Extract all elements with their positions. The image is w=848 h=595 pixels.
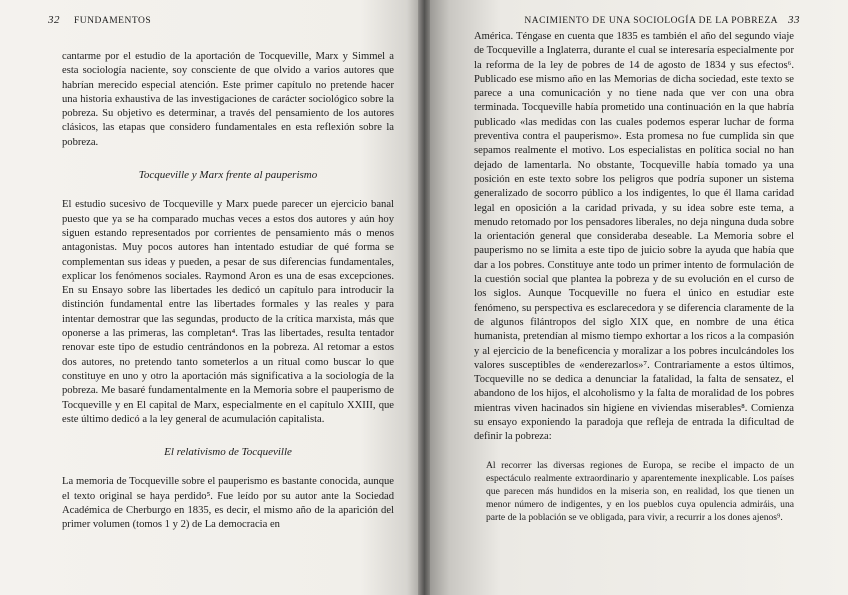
intro-paragraph: cantarme por el estudio de la aportación de Tocqueville, Marx y Simmel a esta sociología naciente, soy consciente de que olvido a varios autores que habrían merecido especial atención. Este primer capítulo no pretende hacer una historia exhaustiva de las investigaciones de carácter sociológico sobre la pobreza. Su objetivo es determinar, a través del pensamiento de los autores clásicos, las etapas que considero fundamentales en esta reflexión sobre la pobreza. (62, 51, 394, 148)
left-page-number: 32 (48, 14, 60, 26)
section-heading-relativismo: El relativismo de Tocqueville (164, 446, 292, 459)
right-main-paragraph: América. Téngase en cuenta que 1835 es también el año del segundo viaje de Tocqueville a Inglaterra, durante el cual se interesaría especialmente por la reforma de la ley de pobres de 14 de agosto de 1834 y sus efectos⁶. Publicado ese mismo año en las Memorias de dicha sociedad, este texto se parece a una comunicación y no tiene nada que ver con una obra terminada. Tocqueville había prometido una continuación en la que habría publicado «las medidas con las cuales podemos esperar luchar de forma preventiva contra el pauperismo». Esta promesa no fue cumplida sin que sepamos realmente el motivo. Los especialistas en política social no han dejado de lamentarla. No obstante, Tocqueville había tomado ya una posición en este texto sobre los peligros que podría suponer un sistema generalizado de socorro público a los indigentes, lo que él llama caridad legal en oposición a la caridad privada, y su idea sobre este tema, a menudo retomado por los pensadores liberales, no deja ninguna duda sobre la orientación general que consideraba deseable. La Memoria sobre el pauperismo no se limita a este tipo de juicio sobre la ayuda que había que dar a los pobres. Constituye ante todo un primer intento de formulación de la cuestión social que plantea la pobreza y de su evolución en el curso de los siglos. Aunque Tocqueville no fuera el único en estudiar este fenómeno, su perspectiva es esclarecedora y se diferencia claramente de la de algunos filántropos del siglo XIX que, en nombre de una ética humanista, pretendían al mismo tiempo exhortar a los ricos a la compasión y al ejercicio de la beneficencia y moralizar a los pobres inculcándoles los valores susceptibles de «enderezarlos»⁷. Contrariamente a estos últimos, Tocqueville no se dedica a denunciar la fatalidad, la falta de sensatez, el abandono de los hijos, el alcoholismo y la falta de moralidad de los pobres mientras viven hacinados sin higiene en viviendas miserables⁸. Comienza su ensayo exponiendo la paradoja que refleja de entrada la dificultad de definir la pobreza: (474, 31, 794, 443)
section2-paragraph: La memoria de Tocqueville sobre el pauperismo es bastante conocida, aunque el texto original se haya perdido⁵. Fue leído por su autor ante la Sociedad Académica de Cherburgo en 1835, es decir, el mismo año de la aparición del primer volumen (tomos 1 y 2) de La democracia en (62, 476, 394, 531)
right-running-head (524, 14, 800, 26)
right-page-number: 33 (788, 14, 800, 26)
block-quote: Al recorrer las diversas regiones de Europa, se recibe el impacto de un espectáculo realmente extraordinario y aparentemente inexplicable. Los países que parecen más hundidos en la miseria son, en realidad, los que tienen un menor número de indigentes, y en los pueblos cuya opulencia admiráis, una parte de la población se ve obligada, para vivir, a recurrir a los dones ajenos⁹. (486, 459, 794, 523)
right-page-text (474, 30, 794, 524)
left-running-head (48, 14, 151, 26)
section-heading-tocqueville-marx: Tocqueville y Marx frente al pauperismo (138, 169, 318, 182)
section1-paragraph: El estudio sucesivo de Tocqueville y Marx puede parecer un ejercicio banal puesto que ya se ha comparado muchas veces a estos dos autores y aún hoy siguen estando representados por corrientes de pensamiento más o menos antagonistas. Muy pocos autores han intentado estudiar de qué forma se complementan sus ideas y pueden, a pesar de sus diferencias fundamentales, explicar los fenómenos sociales. Raymond Aron es una de esas excepciones. En su Ensayo sobre las libertades les dedicó un capítulo para introducir la distinción fundamental entre las libertades formales y las reales y para intentar demostrar que las segundas, producto de la crítica marxista, más que oponerse a las primeras, las completan⁴. Tras las libertades, resulta tentador renovar este tipo de estudio centrándonos en la pobreza. Al retomar a estos dos autores, no pretendo tanto someterlos a un ritual como buscar lo que constituye en uno y otro la aportación más significativa a la sociología de la pobreza. Me basaré fundamentalmente en la Memoria sobre el pauperismo de Tocqueville y en El capital de Marx, especialmente en el capítulo XXIII, que este último dedicó a la ley general de acumulación capitalista. (62, 199, 394, 425)
book-gutter (418, 0, 430, 595)
left-page-text (62, 50, 394, 533)
left-running-head-title: FUNDAMENTOS (74, 16, 152, 26)
right-running-head-title: NACIMIENTO DE UNA SOCIOLOGÍA DE LA POBREZA (524, 16, 778, 26)
